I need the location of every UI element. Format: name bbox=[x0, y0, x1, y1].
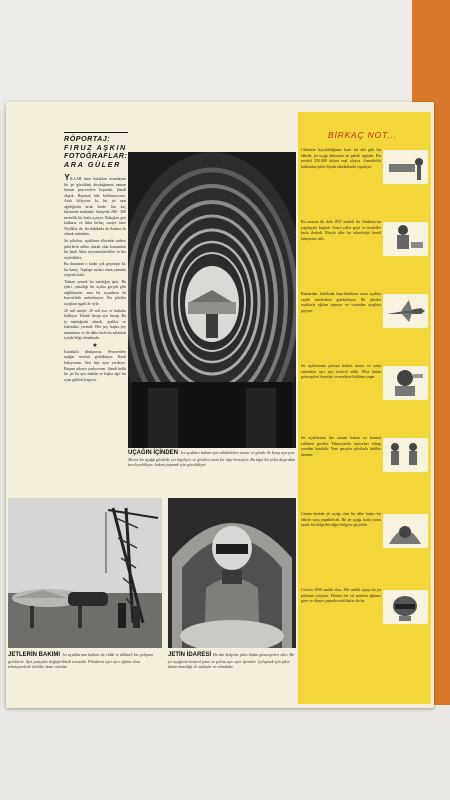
jet-plane-icon bbox=[383, 294, 428, 328]
tube-caption bbox=[128, 450, 298, 490]
crane-maintenance-photo bbox=[8, 498, 162, 648]
pilot-caption-text: Bu dar kokpitte pilot bütün göstergeleri izler. Bir jet uçağının kontrol pano ve pilotu ayrı ayrı işlemler. Çalışmak için pilot bütün basitliği ile sahiptir ve olmalıdır. bbox=[168, 652, 295, 670]
pilot-cockpit-photo bbox=[168, 498, 296, 648]
pilot-helmet-icon bbox=[383, 366, 428, 400]
article-paragraph: İstanbul'a dönüyoruz. Pencereden uçağın motorü gözlüküyor. Kaslı bakıyorum. Sesi hep aynı yerdeyiz. Başımı arkaya yaslıyorum. Şimdi belki bir jet bu ayrı mekân ve başka ağır bir uçan gökleri kapıyor. bbox=[64, 349, 126, 382]
background-surface bbox=[0, 705, 450, 800]
pilot-caption-title: JETİN İDARESİ bbox=[168, 652, 212, 658]
pilot-figure-icon bbox=[383, 222, 428, 256]
tube-caption-title: UÇAĞIN İÇİNDEN bbox=[128, 450, 179, 456]
photo-name: ARA GÜLER bbox=[64, 159, 121, 169]
interview-label: RÖPORTAJ: bbox=[64, 134, 111, 143]
sidebar-title: BİRKAÇ NOT... bbox=[328, 130, 397, 140]
pilot-caption bbox=[168, 652, 298, 702]
credits-block bbox=[64, 132, 128, 169]
crane-caption bbox=[8, 652, 162, 702]
background-table bbox=[0, 0, 450, 110]
article-body bbox=[64, 174, 126, 449]
section-star-icon: ★ bbox=[92, 342, 98, 349]
note-item bbox=[301, 292, 428, 358]
tube-caption-text: Jet uçakları bakım için sökülebilen motor ve gövde ile karşı ayırıyor. Motor bu uçağa gövdede yer kaplıyor ve gövdesi uzun bir tüpe benziyor. Bu tüpü bir pilot dışarıdan inceleyebiliyor, bakım yapmak için görebiliyor. bbox=[128, 450, 296, 468]
crane-caption-title: JETLERİN BAKIMI bbox=[8, 652, 61, 658]
jet-tube-photo bbox=[128, 152, 296, 448]
note-item bbox=[301, 148, 428, 214]
article-paragraph: 20 mil saniye, 20 mil asır ve haftalar kalkıyor. Teknik hesap ayrı hesap. Bu iş mantığında olmak, uçaklar ve bakımları yerinde. Her şey başka şey tanımlanır ve de daha fazla bu anlatılan içinde bilgi olmaktadır. bbox=[64, 308, 126, 341]
note-item bbox=[301, 512, 428, 582]
main-column bbox=[10, 124, 300, 706]
note-text: Bunlardan, fabrikada hazırlandıktan sonra uçaklar çeşitli merkezlere gönderiliyor. İlk pilotlar uçaklarla eğitim yapıyor ve sonradan uçuşlara geçiyor. bbox=[301, 292, 381, 313]
note-text: Bu tasarım ilk defa 1937 modeli bir Gladiator'un yapılışıyla başladı. Sonra yıllar geçti ve modeller hızla ilerledi. Birçok ülke bu teknolojiyi kendi bünyesine aldı. bbox=[301, 220, 381, 241]
mechanics-icon bbox=[383, 438, 428, 472]
photo-label: FOTOĞRAFLAR: bbox=[64, 151, 128, 161]
note-text: Cebimize koyabildiğimiz basit bir alet gibi bir ülkede, jet uçağı dünyanın en pahalı taşıtıdır. Bir modeli 250.000 dolara mal oluyor. Amerika'da kullanılan jetler büyük fabrikalarda yapılıyor. bbox=[301, 148, 381, 169]
note-text: Cesa'en 3000 saatlik olan, 286 saatlik uçuşa bir jet pilotunu yetiştirir. Pilotlar her yıl yeniden eğitime girer ve dünya çapında sertifikalar alırlar. bbox=[301, 588, 381, 603]
article-paragraph: YILLAR önce kulakları tırmalayan bir jet gürültüsü duyduğumuz zaman hemen pencerelere koşardık. Şimdi alıştık. Başımın bile kaldırmıyoruz. Artık biliyoruz ki, bir jet saat ağırlığında artık bizde bin kaç kilometre maktadır. Saniyede 280 - 300 metrelik bir hızla uçuyor. Bakışları göz kalkarız ve daha birkaç saniye önce Yeşilköy de, iki dakikada da Ankara da olmak mümkün. bbox=[64, 174, 126, 237]
interview-name: FIRUZ AŞKIN bbox=[64, 142, 127, 152]
note-text: Jet uçaklarında pilotun kabini, motor ve yakıt sistemleri ayrı ayrı kontrol edilir. Pilot bütün göstergeleri denetler ve merkeze bildirim yapar. bbox=[301, 364, 381, 379]
note-item bbox=[301, 588, 428, 666]
note-item bbox=[301, 364, 428, 430]
article-paragraph: Tahsatı yemek bu mesleğin işini. Bu işleri, yanızlığı bir açıkta gerçek gibi sağlıklarıdır ama bir uçanların da kuvvetlidir anlatılmıyor. Bu pilotlar uçuşlara işgali de öyle. bbox=[64, 279, 126, 307]
crane-caption-text: Jet uçaklarının bakımı ile ciddi ve dikkatli bir çalışma gerektirir. Ayrı parçalar değiştirilmek zorunda. Pilotların ayrı ayrı eğitim alan teknisyenlerle birlikte hazır olurlar. bbox=[8, 652, 153, 670]
article-paragraph: Jet pilotları, uçakların ellerinde sadece şehirlerin adları olarak olan konumları bir hayli Atlas seyretmektedirler ve biz söyledikler. bbox=[64, 239, 126, 260]
article-paragraph: Bu durumun o kadar çok geçmiştir ki, bir haraç. Topkapı surları onun yanında yepyeni kalır. bbox=[64, 262, 126, 278]
note-item bbox=[301, 436, 428, 506]
note-text: Jet uçaklarının her zaman bakım ve kontrol edilmesi gerekir. Teknisyenler motorları söküp yeniden kurabilir. Yeni parçalar pilotlarla birlikte denenir. bbox=[301, 436, 381, 457]
cockpit-icon bbox=[383, 514, 428, 548]
note-item bbox=[301, 220, 428, 286]
notes-sidebar bbox=[298, 112, 431, 704]
note-text: Günün birinde jet uçağı olan bir ülke başka bir ülkeye uçuş yapabilecek. Bir jet uçağı, hızla yarım saatte bir bölgeden diğer bölgeye geçebilir. bbox=[301, 512, 381, 527]
magazine-page bbox=[6, 102, 434, 708]
helmet-icon bbox=[383, 590, 428, 624]
jet-tube-icon bbox=[383, 150, 428, 184]
drop-cap: Y bbox=[64, 174, 71, 182]
